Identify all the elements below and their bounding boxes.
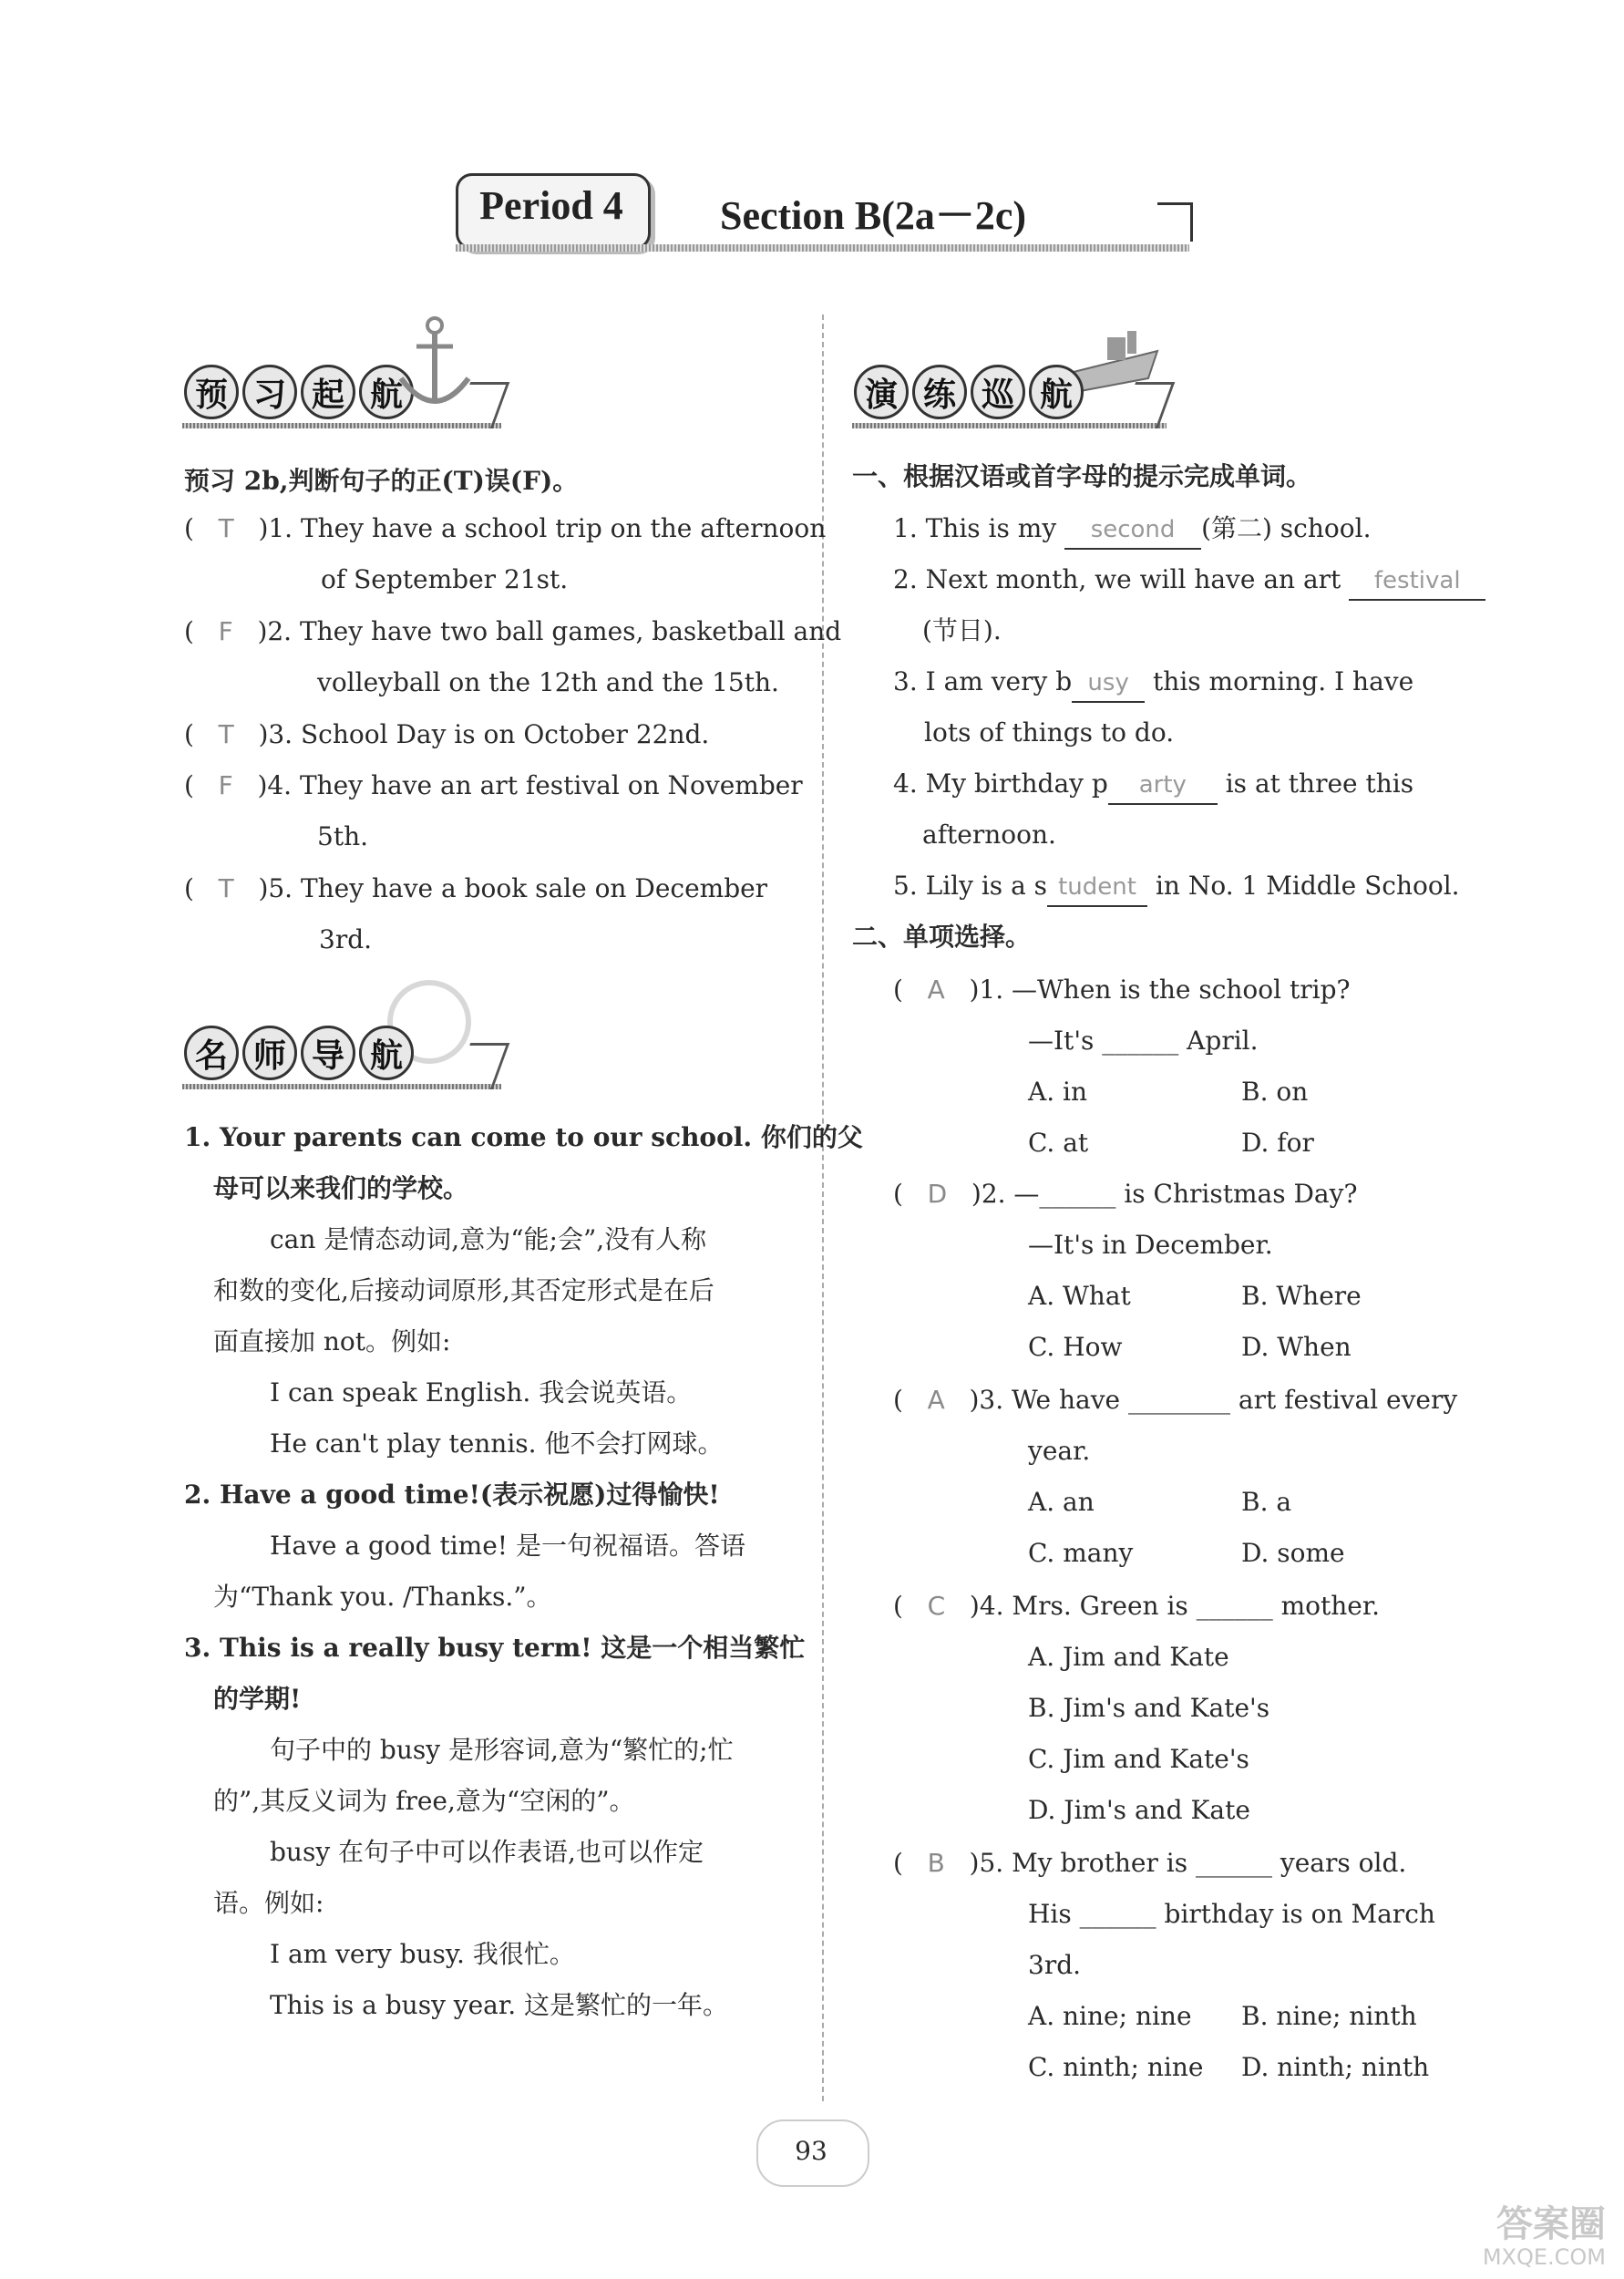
question-line: 3rd. (1028, 1950, 1082, 1980)
guide-line: Have a good time! 是一句祝福语。答语 (270, 1531, 745, 1561)
option: C. at (1028, 1128, 1089, 1158)
question-text: 4. My birthday p (893, 768, 1108, 799)
answer-mark: D (927, 1179, 948, 1209)
question-text: )2. —______ is Christmas Day? (971, 1179, 1358, 1209)
item-text: )5. They have a book sale on December (258, 873, 768, 903)
banner-char: 航 (359, 365, 414, 419)
option: B. a (1241, 1487, 1292, 1517)
preview-item-5-cont: 3rd. (319, 924, 373, 954)
mc-question-2: ( D )2. —______ is Christmas Day? (893, 1179, 1358, 1209)
question-line: year. (1028, 1436, 1091, 1466)
banner-char: 起 (301, 365, 355, 419)
guide-banner (182, 1026, 501, 1089)
option: B. Jim's and Kate's (1028, 1693, 1270, 1723)
title-corner-decoration (1157, 202, 1193, 242)
column-divider (822, 315, 824, 2101)
question-text: (第二) school. (1201, 513, 1372, 543)
option: A. an (1028, 1487, 1095, 1517)
guide-line: 2. Have a good time!(表示祝愿)过得愉快! (184, 1480, 720, 1510)
question-text: in No. 1 Middle School. (1155, 871, 1460, 901)
option: D. ninth; ninth (1241, 2052, 1430, 2082)
fill-question-1 (893, 503, 1371, 554)
banner-char: 练 (912, 365, 967, 419)
preview-item-2-cont: volleyball on the 12th and the 15th. (317, 667, 779, 697)
answer-mark: C (927, 1591, 946, 1621)
question-line: —It's in December. (1028, 1230, 1273, 1260)
guide-line: 的学期! (213, 1684, 302, 1714)
guide-line: He can't play tennis. 他不会打网球。 (270, 1428, 724, 1459)
option: C. Jim and Kate's (1028, 1744, 1249, 1774)
guide-line: 1. Your parents can come to our school. 你们的父 (184, 1122, 863, 1152)
fill-question-3-cont: lots of things to do. (924, 717, 1175, 748)
guide-line: 母可以来我们的学校。 (213, 1173, 469, 1203)
mc-question-5: ( B )5. My brother is ______ years old. (893, 1848, 1407, 1878)
guide-line: 句子中的 busy 是形容词,意为“繁忙的;忙 (270, 1735, 734, 1765)
answer-mark: T (218, 719, 234, 749)
answer-mark: T (218, 513, 234, 543)
question-text: 2. Next month, we will have an art (893, 564, 1341, 594)
banner-char: 巡 (971, 365, 1025, 419)
option: A. nine; nine (1028, 2001, 1192, 2031)
preview-item-3: ( T )3. School Day is on October 22nd. (184, 719, 710, 749)
answer-blank: usy (1072, 665, 1145, 703)
answer-mark: B (927, 1848, 945, 1878)
banner-char: 导 (301, 1026, 355, 1080)
option: A. What (1028, 1281, 1131, 1311)
item-text: )1. They have a school trip on the afternoon (258, 513, 827, 543)
option: C. How (1028, 1332, 1123, 1362)
option: B. Where (1241, 1281, 1362, 1311)
fill-question-4-cont: afternoon. (922, 820, 1056, 850)
answer-blank: tudent (1047, 869, 1147, 907)
guide-line: This is a busy year. 这是繁忙的一年。 (270, 1990, 728, 2020)
practice-banner (852, 365, 1167, 428)
guide-line: I am very busy. 我很忙。 (270, 1939, 575, 1969)
option: D. some (1241, 1538, 1345, 1568)
guide-line: 面直接加 not。例如: (213, 1326, 451, 1356)
answer-blank: arty (1108, 767, 1218, 805)
option: B. on (1241, 1077, 1309, 1107)
item-text: )3. School Day is on October 22nd. (258, 719, 710, 749)
option: D. When (1241, 1332, 1352, 1362)
fill-question-2-cont: (节日). (922, 615, 1002, 645)
preview-item-1: ( T )1. They have a school trip on the afternoon (184, 513, 827, 543)
question-text: )4. Mrs. Green is ______ mother. (969, 1591, 1381, 1621)
question-text: 3. I am very b (893, 666, 1073, 696)
guide-line: 和数的变化,后接动词原形,其否定形式是在后 (213, 1275, 714, 1305)
banner-char: 预 (184, 365, 239, 419)
watermark-text: 答案圈 (1496, 2203, 1606, 2245)
section-title: Section B(2a－2c) (720, 193, 1027, 238)
part1-heading: 一、根据汉语或首字母的提示完成单词。 (852, 461, 1312, 491)
option: C. ninth; nine (1028, 2052, 1204, 2082)
watermark (1483, 2204, 1606, 2270)
banner-char: 师 (242, 1026, 297, 1080)
question-text: )3. We have ________ art festival every (969, 1385, 1458, 1415)
option: A. Jim and Kate (1028, 1642, 1229, 1672)
preview-instruction: 预习 2b,判断句子的正(T)误(F)。 (184, 466, 579, 496)
answer-blank: festival (1349, 562, 1485, 601)
question-text: )1. —When is the school trip? (969, 975, 1351, 1005)
period-label: Period 4 (479, 183, 623, 228)
fill-question-5 (893, 861, 1460, 912)
guide-line: 为“Thank you. /Thanks.”。 (213, 1582, 552, 1612)
answer-mark: F (218, 616, 233, 646)
guide-line: 语。例如: (213, 1888, 324, 1918)
item-text: )4. They have an art festival on November (257, 770, 803, 800)
answer-mark: A (927, 975, 945, 1005)
page-number: 93 (795, 2136, 827, 2166)
banner-char: 航 (359, 1026, 414, 1080)
guide-line: busy 在句子中可以作表语,也可以作定 (270, 1837, 704, 1867)
mc-question-1: ( A )1. —When is the school trip? (893, 975, 1351, 1005)
preview-item-1-cont: of September 21st. (321, 564, 569, 594)
guide-line: 3. This is a really busy term! 这是一个相当繁忙 (184, 1633, 806, 1663)
preview-banner (182, 365, 501, 428)
banner-char: 演 (854, 365, 909, 419)
option: D. Jim's and Kate (1028, 1795, 1250, 1825)
question-text: this morning. I have (1153, 666, 1414, 696)
item-text: )2. They have two ball games, basketball and (257, 616, 842, 646)
question-line: His ______ birthday is on March (1028, 1899, 1435, 1929)
option: C. many (1028, 1538, 1134, 1568)
preview-item-2: ( F )2. They have two ball games, basketball and (184, 616, 842, 646)
fill-question-3 (893, 656, 1413, 707)
fill-question-4 (893, 758, 1413, 810)
watermark-url: MXQE.COM (1482, 2244, 1606, 2270)
mc-question-4: ( C )4. Mrs. Green is ______ mother. (893, 1591, 1381, 1621)
preview-item-5: ( T )5. They have a book sale on December (184, 873, 768, 903)
option: D. for (1241, 1128, 1314, 1158)
answer-mark: T (218, 873, 234, 903)
mc-question-3: ( A )3. We have ________ art festival every (893, 1385, 1458, 1415)
question-text: is at three this (1225, 768, 1414, 799)
answer-mark: F (218, 770, 233, 800)
preview-item-4: ( F )4. They have an art festival on November (184, 770, 803, 800)
banner-char: 习 (242, 365, 297, 419)
guide-line: 的”,其反义词为 free,意为“空闲的”。 (213, 1786, 635, 1816)
banner-char: 航 (1029, 365, 1084, 419)
question-text: )5. My brother is ______ years old. (969, 1848, 1407, 1878)
option: A. in (1028, 1077, 1088, 1107)
preview-item-4-cont: 5th. (317, 821, 368, 851)
guide-line: I can speak English. 我会说英语。 (270, 1377, 693, 1408)
title-underline (456, 244, 1189, 252)
answer-blank: second (1064, 511, 1201, 550)
part2-heading: 二、单项选择。 (852, 922, 1032, 952)
answer-mark: A (927, 1385, 945, 1415)
question-text: 5. Lily is a s (893, 871, 1048, 901)
fill-question-2 (893, 554, 1485, 605)
question-text: 1. This is my (893, 513, 1057, 543)
question-line: —It's ______ April. (1028, 1026, 1259, 1056)
option: B. nine; ninth (1241, 2001, 1417, 2031)
banner-char: 名 (184, 1026, 239, 1080)
guide-line: can 是情态动词,意为“能;会”,没有人称 (270, 1224, 707, 1254)
